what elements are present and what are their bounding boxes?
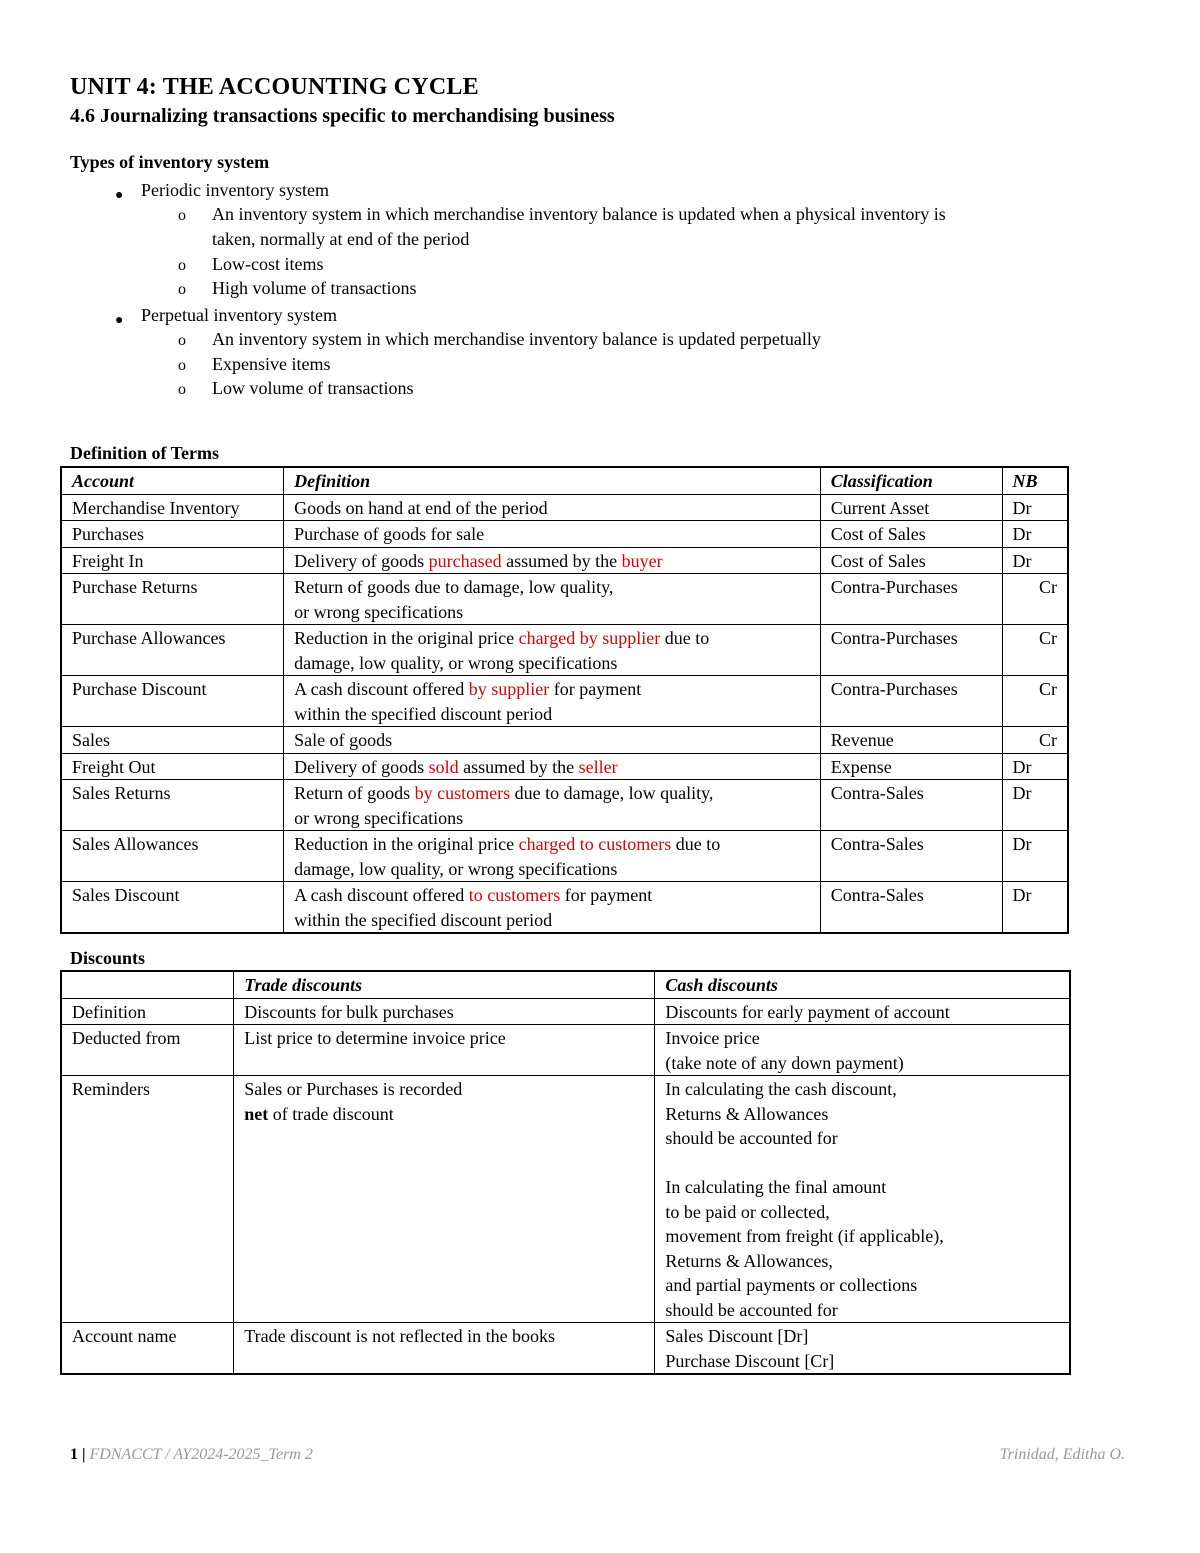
definition-text: Delivery of goods (294, 550, 429, 571)
account-cell: Sales Returns (61, 780, 284, 831)
cash-text: In calculating the final amount (665, 1177, 887, 1197)
definition-text: for payment (549, 679, 642, 699)
bullet-icon: ● (115, 313, 124, 328)
classification-cell: Cost of Sales (820, 521, 1002, 548)
definition-text: A cash discount offered (294, 679, 469, 699)
definition-cell (284, 882, 821, 934)
cash-text: (take note of any down payment) (665, 1052, 904, 1073)
classification-cell: Contra-Purchases (820, 574, 1002, 625)
definition-text: Reduction in the original price (294, 834, 519, 854)
highlighted-text: charged by supplier (518, 628, 661, 648)
circle-bullet-icon: o (178, 381, 186, 398)
table-header-row (61, 467, 1068, 494)
cash-text: and partial payments or collections (665, 1275, 918, 1295)
classification-cell: Contra-Sales (820, 882, 1002, 934)
definition-cell (284, 547, 821, 574)
nb-cell: Dr (1002, 780, 1068, 831)
perpetual-label: Perpetual inventory system (141, 305, 337, 325)
definition-text: or wrong specifications (294, 601, 464, 622)
table-row (61, 753, 1068, 780)
section-subtitle: 4.6 Journalizing transactions specific to merchandising business (70, 105, 615, 127)
table-row (61, 998, 1070, 1025)
definition-text: due to (660, 628, 710, 648)
highlighted-text: purchased (428, 550, 502, 571)
definition-cell (284, 574, 821, 625)
trade-text: Sales or Purchases is recorded (244, 1079, 463, 1099)
cash-text: Sales Discount [Dr] (665, 1326, 809, 1346)
definition-text: due to damage, low quality, (510, 783, 714, 803)
nb-cell: Dr (1002, 521, 1068, 548)
nb-cell: Dr (1002, 494, 1068, 521)
account-cell: Purchase Allowances (61, 625, 284, 676)
circle-bullet-icon: o (178, 357, 186, 374)
highlighted-text: by customers (414, 783, 511, 803)
definition-cell (284, 780, 821, 831)
definition-cell: Purchase of goods for sale (284, 521, 821, 548)
footer-separator: | (82, 1446, 86, 1463)
trade-cell: Trade discount is not reflected in the books (234, 1323, 655, 1375)
table-row (61, 676, 1068, 727)
definition-text: within the specified discount period (294, 703, 553, 724)
cash-text: to be paid or collected, (665, 1201, 830, 1222)
definition-text: or wrong specifications (294, 807, 464, 828)
periodic-point: High volume of transactions (212, 278, 417, 298)
cash-text: should be accounted for (665, 1299, 838, 1320)
nb-cell: Dr (1002, 831, 1068, 882)
definition-cell: Sale of goods (284, 727, 821, 754)
page-footer (70, 1446, 313, 1464)
account-cell: Sales Allowances (61, 831, 284, 882)
table-row (61, 727, 1068, 754)
account-cell: Sales (61, 727, 284, 754)
definition-text: Reduction in the original price (294, 628, 519, 648)
cash-cell (655, 1025, 1070, 1076)
empty-header-cell (61, 971, 234, 998)
cash-text: movement from freight (if applicable), (665, 1226, 944, 1246)
cash-text: Returns & Allowances, (665, 1250, 833, 1271)
nb-cell: Dr (1002, 753, 1068, 780)
terms-heading: Definition of Terms (70, 443, 220, 463)
definition-cell (284, 625, 821, 676)
table-row (61, 547, 1068, 574)
definition-text: A cash discount offered (294, 885, 469, 905)
circle-bullet-icon: o (178, 281, 186, 298)
definition-text: Delivery of goods (294, 756, 429, 777)
definition-text: damage, low quality, or wrong specifications (294, 652, 618, 673)
circle-bullet-icon: o (178, 257, 186, 274)
circle-bullet-icon: o (178, 207, 186, 224)
periodic-label: Periodic inventory system (141, 180, 329, 200)
classification-cell: Contra-Sales (820, 780, 1002, 831)
cash-text: Returns & Allowances (665, 1103, 829, 1124)
column-header: Classification (820, 467, 1002, 494)
definition-text: damage, low quality, or wrong specifications (294, 858, 618, 879)
nb-cell: Cr (1002, 574, 1068, 625)
definition-cell: Goods on hand at end of the period (284, 494, 821, 521)
highlighted-text: by supplier (468, 679, 550, 699)
account-cell: Merchandise Inventory (61, 494, 284, 521)
account-cell: Freight Out (61, 753, 284, 780)
definition-cell (284, 753, 821, 780)
classification-cell: Cost of Sales (820, 547, 1002, 574)
highlighted-text: charged to customers (518, 834, 672, 854)
classification-cell: Expense (820, 753, 1002, 780)
cash-text: Purchase Discount [Cr] (665, 1350, 835, 1371)
trade-cell (234, 1076, 655, 1323)
classification-cell: Contra-Purchases (820, 676, 1002, 727)
periodic-point-continued: taken, normally at end of the period (212, 229, 470, 249)
table-row (61, 1076, 1070, 1323)
classification-cell: Contra-Sales (820, 831, 1002, 882)
page-number: 1 (70, 1446, 78, 1463)
highlighted-text: seller (578, 756, 618, 777)
table-row (61, 521, 1068, 548)
definition-cell (284, 676, 821, 727)
table-row (61, 494, 1068, 521)
account-cell: Purchase Returns (61, 574, 284, 625)
perpetual-point: Expensive items (212, 354, 331, 374)
table-row (61, 780, 1068, 831)
highlighted-text: sold (428, 756, 459, 777)
classification-cell: Current Asset (820, 494, 1002, 521)
cash-cell: Discounts for early payment of account (655, 998, 1070, 1025)
nb-cell: Dr (1002, 882, 1068, 934)
definition-text: due to (671, 834, 721, 854)
definition-text: for payment (560, 885, 653, 905)
nb-cell: Cr (1002, 727, 1068, 754)
cash-cell (655, 1323, 1070, 1375)
column-header: Cash discounts (655, 971, 1070, 998)
column-header: NB (1002, 467, 1068, 494)
cash-text: should be accounted for (665, 1128, 838, 1148)
circle-bullet-icon: o (178, 332, 186, 349)
terms-table (60, 466, 1069, 934)
table-row (61, 574, 1068, 625)
table-row (61, 831, 1068, 882)
emphasis-text: net (244, 1103, 269, 1124)
definition-cell (284, 831, 821, 882)
definition-text: assumed by the (501, 550, 622, 571)
footer-author: Trinidad, Editha O. (999, 1446, 1125, 1463)
definition-text: Return of goods due to damage, low quality, (294, 577, 614, 597)
column-header: Definition (284, 467, 821, 494)
periodic-point: An inventory system in which merchandise inventory balance is updated when a physical inventory is (212, 204, 946, 224)
bullet-icon: ● (115, 188, 124, 203)
table-row (61, 1323, 1070, 1375)
inventory-types-heading: Types of inventory system (70, 152, 270, 172)
classification-cell: Contra-Purchases (820, 625, 1002, 676)
account-cell: Purchases (61, 521, 284, 548)
cash-text: In calculating the cash discount, (665, 1079, 897, 1099)
account-cell: Purchase Discount (61, 676, 284, 727)
definition-text: within the specified discount period (294, 909, 553, 930)
account-cell: Sales Discount (61, 882, 284, 934)
row-label: Account name (61, 1323, 234, 1375)
nb-cell: Cr (1002, 676, 1068, 727)
highlighted-text: to customers (468, 885, 561, 905)
account-cell: Freight In (61, 547, 284, 574)
nb-cell: Dr (1002, 547, 1068, 574)
trade-cell: Discounts for bulk purchases (234, 998, 655, 1025)
column-header: Account (61, 467, 284, 494)
column-header: Trade discounts (234, 971, 655, 998)
definition-text: Return of goods (294, 783, 415, 803)
trade-cell: List price to determine invoice price (234, 1025, 655, 1076)
periodic-point: Low-cost items (212, 254, 324, 274)
perpetual-point: Low volume of transactions (212, 378, 414, 398)
discounts-heading: Discounts (70, 948, 146, 968)
table-row (61, 882, 1068, 934)
course-code: FDNACCT / AY2024-2025_Term 2 (89, 1446, 313, 1463)
table-row (61, 625, 1068, 676)
unit-title: UNIT 4: THE ACCOUNTING CYCLE (70, 74, 479, 100)
trade-text: of trade discount (268, 1103, 394, 1124)
cash-cell (655, 1076, 1070, 1323)
row-label: Reminders (61, 1076, 234, 1323)
perpetual-point: An inventory system in which merchandise inventory balance is updated perpetually (212, 329, 821, 349)
highlighted-text: buyer (621, 550, 663, 571)
row-label: Deducted from (61, 1025, 234, 1076)
row-label: Definition (61, 998, 234, 1025)
discounts-table (60, 970, 1071, 1375)
definition-text: assumed by the (458, 756, 579, 777)
classification-cell: Revenue (820, 727, 1002, 754)
nb-cell: Cr (1002, 625, 1068, 676)
table-row (61, 1025, 1070, 1076)
table-header-row (61, 971, 1070, 998)
cash-text: Invoice price (665, 1028, 760, 1048)
